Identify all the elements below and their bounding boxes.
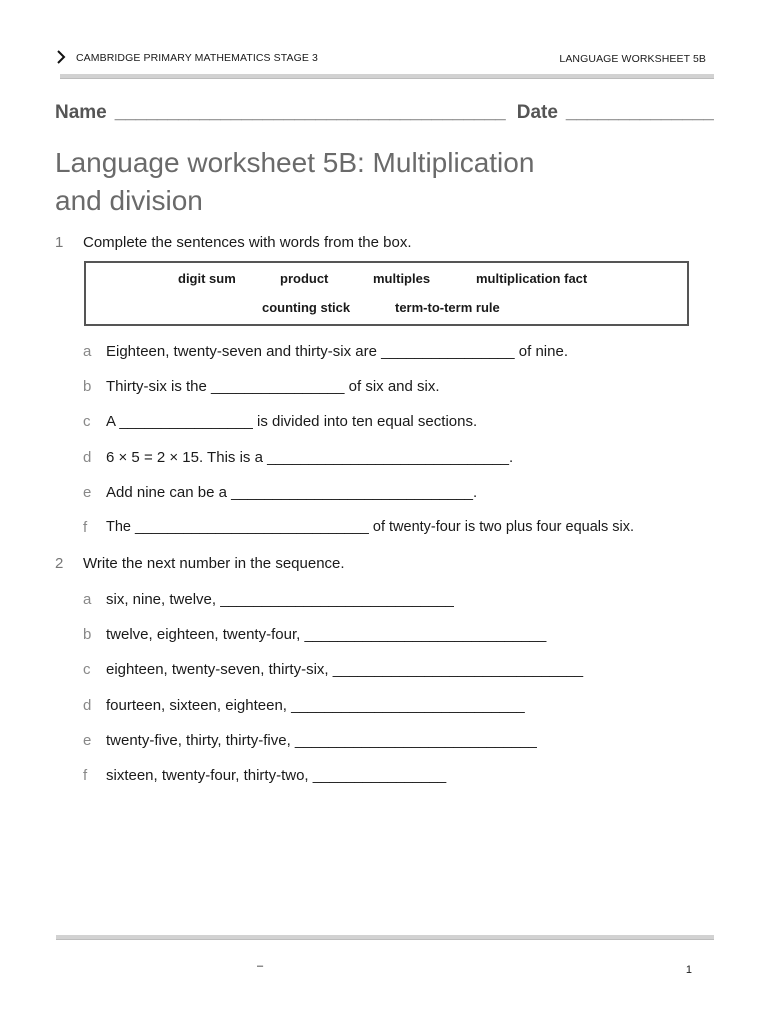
item-letter: e <box>83 732 92 749</box>
word-box-item: product <box>280 271 329 286</box>
date-blank: ______________ <box>565 102 714 123</box>
item-text: sixteen, twenty-four, thirty-two, ________________ <box>106 767 447 784</box>
header-left <box>56 50 318 65</box>
header-worksheet-label: LANGUAGE WORKSHEET 5B <box>559 53 706 65</box>
page-header <box>56 50 712 70</box>
item-letter: b <box>83 626 92 643</box>
chevron-right-icon <box>56 50 70 65</box>
item-text: eighteen, twenty-seven, thirty-six, ______________________________ <box>106 661 584 678</box>
word-box-item: term-to-term rule <box>395 300 500 315</box>
title-line-2: and division <box>55 185 203 216</box>
item-letter: f <box>83 767 88 784</box>
item-text: A ________________ is divided into ten equal sections. <box>106 413 478 430</box>
word-box-item: multiplication fact <box>476 271 588 286</box>
item-text: Add nine can be a _____________________________. <box>106 484 478 501</box>
word-box-item: digit sum <box>178 271 236 286</box>
title-line-1: Language worksheet 5B: Multiplication <box>55 147 535 178</box>
footer-divider <box>56 935 714 940</box>
item-text: fourteen, sixteen, eighteen, ____________________________ <box>106 697 525 714</box>
question-instruction: Complete the sentences with words from the box. <box>83 234 412 251</box>
item-letter: d <box>83 449 92 466</box>
word-box <box>84 261 689 326</box>
question-instruction: Write the next number in the sequence. <box>83 555 345 572</box>
name-blank: _____________________________________ <box>114 102 506 123</box>
footer-mark: – <box>257 960 264 972</box>
item-text: twelve, eighteen, twenty-four, _____________________________ <box>106 626 547 643</box>
worksheet-title <box>55 144 655 220</box>
word-box-item: multiples <box>373 271 431 286</box>
item-letter: b <box>83 378 92 395</box>
item-text: Thirty-six is the ________________ of six and six. <box>106 378 440 395</box>
item-text: twenty-five, thirty, thirty-five, _____________________________ <box>106 732 537 749</box>
name-date-row <box>55 102 714 124</box>
header-divider <box>60 74 714 79</box>
item-letter: d <box>83 697 92 714</box>
question-number: 2 <box>55 555 64 572</box>
item-letter: a <box>83 591 92 608</box>
item-text: Eighteen, twenty-seven and thirty-six are ________________ of nine. <box>106 343 568 360</box>
item-letter: e <box>83 484 92 501</box>
item-text: six, nine, twelve, ____________________________ <box>106 591 454 608</box>
question-number: 1 <box>55 234 64 251</box>
item-letter: c <box>83 413 91 430</box>
page-number: 1 <box>685 964 692 976</box>
date-label: Date <box>516 102 558 123</box>
item-letter: a <box>83 343 92 360</box>
word-box-item: counting stick <box>262 300 351 315</box>
item-text: 6 × 5 = 2 × 15. This is a _____________________________. <box>106 449 514 466</box>
header-series-title: CAMBRIDGE PRIMARY MATHEMATICS STAGE 3 <box>76 51 318 64</box>
item-text: The _____________________________ of twenty-four is two plus four equals six. <box>106 519 635 535</box>
item-letter: c <box>83 661 91 678</box>
item-letter: f <box>83 519 88 536</box>
name-label: Name <box>55 102 107 123</box>
